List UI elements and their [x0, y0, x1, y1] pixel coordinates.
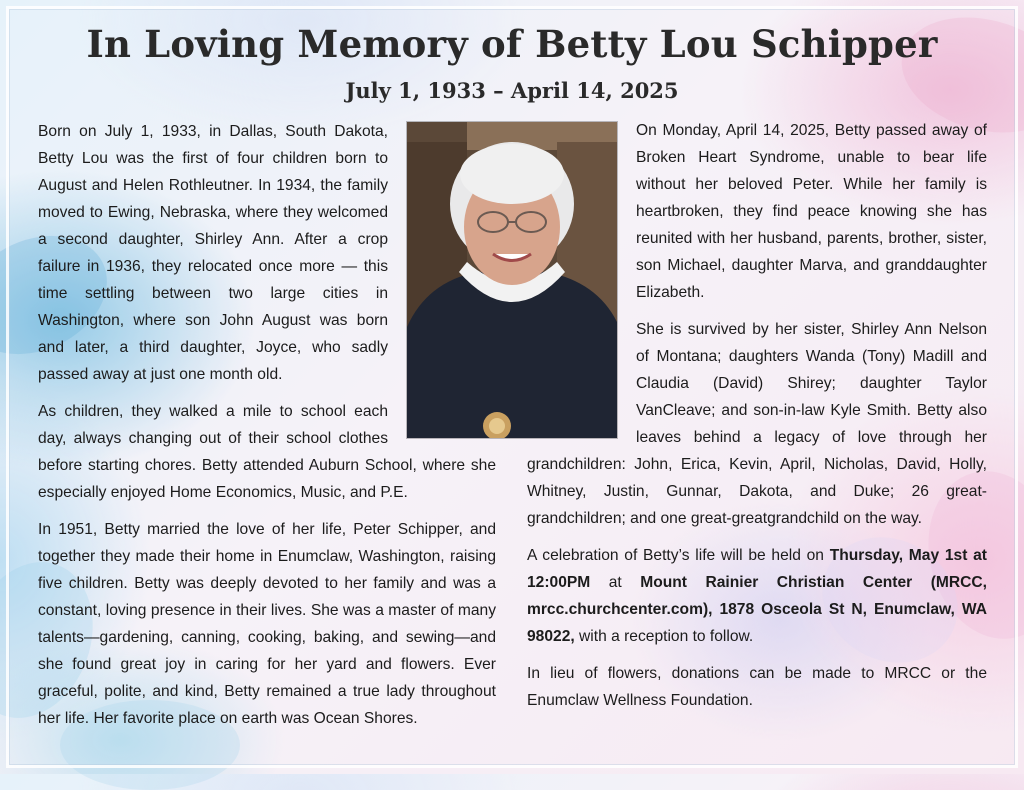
page-title: In Loving Memory of Betty Lou Schipper: [86, 22, 938, 66]
paragraph-marriage: In 1951, Betty married the love of her life, Peter Schipper, and together they made their home in Enumclaw, Washington, raising five children. Betty was deeply devoted to her family and was a constant, loving presence in their lives. She was a master of many talents—gardening, canning, cooking, baking, and sewing—and she found great joy in caring for her yard and flowers. Ever graceful, polite, and kind, Betty remained a true lady throughout her life. Her favorite place on earth was Ocean Shores.: [38, 521, 496, 727]
left-column: [38, 118, 496, 742]
celebration-datetime: Thursday, May 1st at 12:00PM: [527, 547, 987, 591]
celebration-text: A celebration of Betty’s life will be held on: [527, 547, 830, 564]
paragraph-celebration: [527, 542, 987, 650]
celebration-location: Mount Rainier Christian Center (MRCC, mrcc.churchcenter.com), 1878 Osceola St N, Enumclaw, WA 98022,: [527, 574, 988, 645]
paragraph-early-life: Born on July 1, 1933, in Dallas, South Dakota, Betty Lou was the first of four children born to August and Helen Rothleutner. In 1934, the family moved to Ewing, Nebraska, where they welcomed a second daughter, Shirley Ann. After a crop failure in 1936, they relocated once more — this time settling between two large cities in Washington, where son John August was born and later, a third daughter, Joyce, who sadly passed away at just one month old.: [38, 123, 388, 383]
paragraph-donations: In lieu of flowers, donations can be made to MRCC or the Enumclaw Wellness Foundation.: [527, 665, 987, 709]
paragraph-passing: On Monday, April 14, 2025, Betty passed away of Broken Heart Syndrome, unable to bear life without her beloved Peter. While her family is heartbroken, they find peace knowing she has reunited with her husband, parents, brother, sister, son Michael, daughter Marva, and granddaughter Elizabeth.: [636, 122, 987, 301]
paragraph-survivors: She is survived by her sister, Shirley Ann Nelson of Montana; daughters Wanda (Tony) Madill and Claudia (David) Shirey; daughter Taylor VanCleave; and son-in-law Kyle Smith. Betty also leaves behind a legacy of love through her grandchildren: John, Erica, Kevin, April, Nicholas, David, Holly, Whitney, Justin, Gunnar, Dakota, and Duke; 26 great-grandchildren; and one great-greatgrandchild on the way.: [527, 321, 987, 527]
paragraph-childhood: As children, they walked a mile to school each day, always changing out of their school clothes before starting chores. Betty attended Auburn School, where she especially enjoyed Home Economics, Music, and P.E.: [38, 403, 496, 501]
life-dates: July 1, 1933 – April 14, 2025: [345, 78, 679, 103]
celebration-text: at: [590, 574, 641, 591]
right-column: [527, 117, 987, 724]
celebration-text: with a reception to follow.: [574, 628, 754, 645]
